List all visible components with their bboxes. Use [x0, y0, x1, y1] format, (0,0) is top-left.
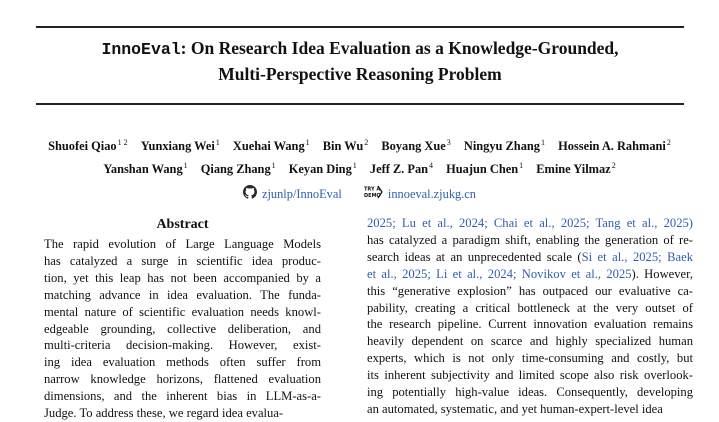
title-line-1-rest: : On Research Idea Evaluation as a Knowledge-Grounded,: [180, 38, 619, 58]
author-list: [0, 133, 719, 179]
author: [558, 139, 671, 153]
intro-line: this “generative explosion” has outpaced our evaluative ca-: [367, 283, 693, 298]
author-name: Xuehai Wang: [232, 139, 305, 153]
github-link-group[interactable]: [243, 185, 342, 204]
author-name: Huajun Chen: [446, 162, 519, 176]
abstract-line: The rapid evolution of Large Language Models: [44, 237, 321, 251]
author-affiliation: 1: [271, 161, 276, 170]
github-icon[interactable]: [243, 185, 257, 204]
citation-link[interactable]: et al., 2025; Li et al., 2024; Novikov et al., 2025: [367, 266, 632, 281]
try-demo-icon[interactable]: [363, 185, 383, 204]
abstract-line: has catalyzed a surge in scientific idea produc-: [44, 253, 321, 268]
author-name: Boyang Xue: [381, 139, 446, 153]
author: [370, 162, 433, 176]
author-name: Ningyu Zhang: [463, 139, 540, 153]
author-name: Shuofei Qiao: [48, 139, 117, 153]
abstract-line: narrow knowledge horizons, flattened evaluation: [44, 372, 321, 387]
author-name: Jeff Z. Pan: [369, 162, 429, 176]
author: [201, 162, 276, 176]
demo-link-group[interactable]: [363, 185, 476, 204]
author: [381, 139, 450, 153]
author: [536, 162, 615, 176]
abstract-line: mental nature of scientific evaluation needs knowl-: [44, 304, 321, 319]
author-affiliation: 1 2: [117, 138, 128, 147]
author-affiliation: 1: [540, 138, 545, 147]
author-affiliation: 1: [183, 161, 188, 170]
title-line-2: Multi-Perspective Reasoning Problem: [218, 64, 502, 84]
abstract-line: multi-criteria decision-making. However, exist-: [44, 338, 321, 353]
abstract-body: [44, 236, 321, 422]
author-affiliation: 2: [666, 138, 671, 147]
resource-links: [0, 184, 719, 204]
abstract-line: dimensions, and the inherent bias in LLM-as-a-: [44, 389, 321, 404]
author: [103, 162, 187, 176]
paper-title: [36, 36, 684, 86]
author: [141, 139, 220, 153]
svg-text:DEMO: DEMO: [363, 192, 381, 199]
title-bottom-rule: [36, 103, 684, 105]
author: [446, 162, 523, 176]
author-name: Yanshan Wang: [103, 162, 183, 176]
abstract-line: edgeable grounding, collective deliberation, and: [44, 321, 321, 336]
intro-line: the research pipeline. Current innovation evaluation remains: [367, 317, 693, 332]
author-affiliation: 1: [352, 161, 357, 170]
author: [233, 139, 310, 153]
author-affiliation: 4: [429, 161, 434, 170]
author-affiliation: 2: [364, 138, 369, 147]
intro-line: pability, creating a critical bottleneck at the very outset of: [367, 300, 693, 315]
abstract-heading: Abstract: [156, 217, 209, 232]
intro-text: ). However,: [631, 266, 693, 281]
author: [464, 139, 545, 153]
citation-link[interactable]: Si et al., 2025; Baek: [581, 249, 693, 264]
github-link[interactable]: zjunlp/InnoEval: [261, 187, 342, 202]
intro-line: heavily dependent on scarce and highly specialized human: [367, 334, 693, 349]
abstract-line: matching advance in idea evaluation. The funda-: [44, 287, 321, 302]
intro-text: search ideas at an unprecedented scale (: [367, 249, 582, 264]
abstract-line: tion, yet this leap has not been accompanied by a: [44, 270, 321, 285]
demo-link[interactable]: innoeval.zjukg.cn: [387, 187, 477, 202]
intro-line: has catalyzed a paradigm shift, enabling the generation of re-: [367, 232, 693, 247]
intro-line: [367, 266, 693, 283]
author-line-2: [0, 156, 719, 179]
author: [289, 162, 357, 176]
introduction-body: [367, 215, 693, 418]
citation-link[interactable]: 2025; Lu et al., 2024; Chai et al., 2025; Tang et al., 2025): [367, 216, 693, 230]
author-name: Hossein A. Rahmani: [558, 139, 666, 153]
title-system-name: InnoEval: [101, 40, 181, 59]
intro-line: experts, which is not only time-consuming and costly, but: [367, 351, 693, 366]
title-top-rule: [36, 26, 684, 28]
intro-line: [367, 215, 693, 232]
abstract-line: ing idea evaluation methods often suffer from: [44, 355, 321, 370]
abstract-section: [44, 214, 321, 422]
intro-line: [367, 249, 693, 266]
author-affiliation: 1: [305, 138, 310, 147]
author: [48, 139, 128, 153]
intro-line: an automated, systematic, and yet human-expert-level idea: [367, 401, 663, 416]
svg-text:TRY A: TRY A: [363, 186, 381, 193]
author-name: Qiang Zhang: [200, 162, 271, 176]
author-affiliation: 1: [519, 161, 524, 170]
intro-line: its inherent subjectivity and limited scope also risk overlook-: [367, 368, 693, 383]
author-name: Yunxiang Wei: [140, 139, 215, 153]
author-name: Keyan Ding: [288, 162, 352, 176]
introduction-column: [367, 215, 693, 418]
title-line-1: [36, 36, 684, 62]
author-name: Bin Wu: [322, 139, 364, 153]
author-affiliation: 1: [215, 138, 220, 147]
author-line-1: [0, 133, 719, 156]
abstract-line: Judge. To address these, we regard idea evalua-: [44, 406, 284, 421]
author-affiliation: 3: [446, 138, 451, 147]
intro-line: ing potentially high-value ideas. Consequently, developing: [367, 385, 693, 400]
author-name: Emine Yilmaz: [536, 162, 611, 176]
author-affiliation: 2: [611, 161, 616, 170]
author: [323, 139, 369, 153]
